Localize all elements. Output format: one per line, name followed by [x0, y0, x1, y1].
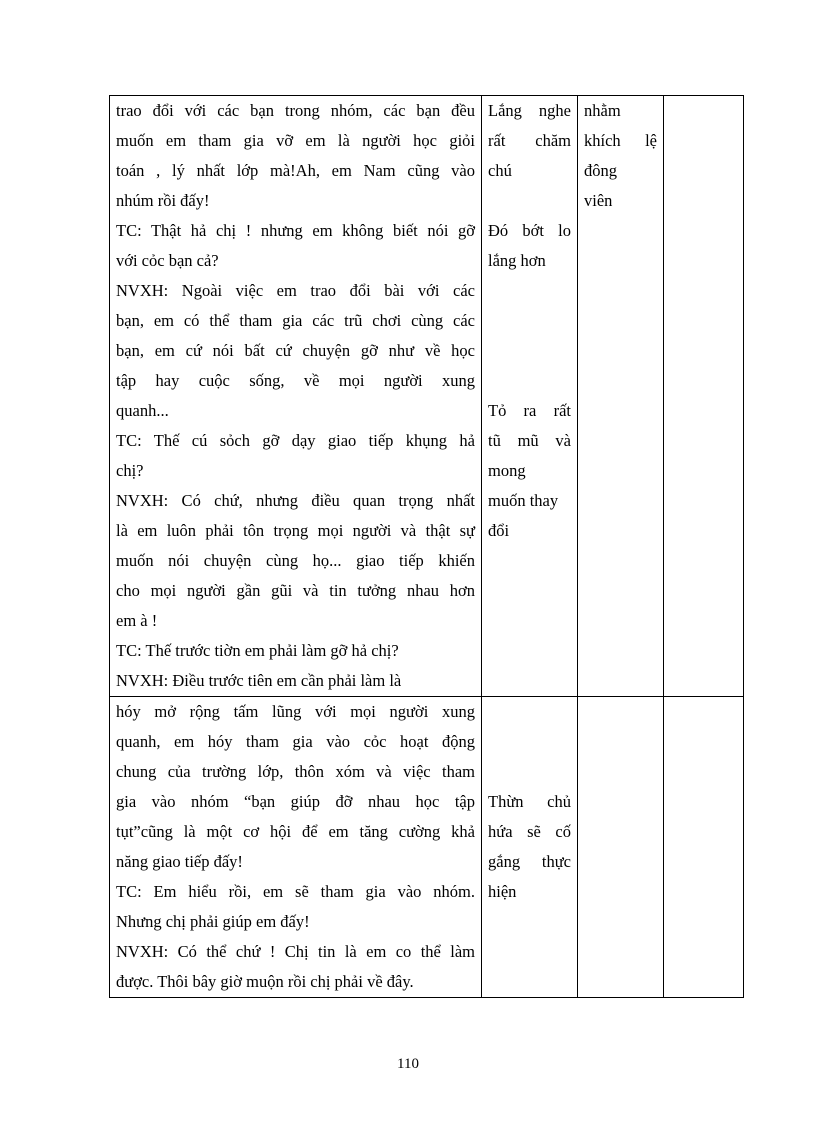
dialogue-line: chị?	[116, 461, 144, 480]
reaction-line: rất chăm	[488, 131, 571, 150]
reaction-cell	[482, 96, 578, 697]
dialogue-line: hóy mở rộng tấm lũng với mọi người xung	[116, 702, 475, 721]
dialogue-line: NVXH: Ngoài việc em trao đổi bài với các	[116, 281, 475, 300]
dialogue-line: muốn nói chuyện cùng họ... giao tiếp khiến	[116, 551, 475, 570]
purpose-line: đông	[584, 161, 617, 180]
table-row	[110, 697, 744, 998]
dialogue-line: tập hay cuộc sống, về mọi người xung	[116, 371, 475, 390]
dialogue-line: với cỏc bạn cả?	[116, 251, 219, 270]
reaction-line: hứa sẽ cố	[488, 822, 571, 841]
dialogue-line: trao đổi với các bạn trong nhóm, các bạn đều	[116, 101, 475, 120]
reaction-line: Đó bớt lo	[488, 221, 571, 240]
dialogue-line: Nhưng chị phải giúp em đấy!	[116, 912, 310, 931]
reaction-line: gắng thực	[488, 852, 571, 871]
purpose-line: nhằm	[584, 101, 621, 120]
dialogue-line: TC: Thật hả chị ! nhưng em không biết nói gỡ	[116, 221, 475, 240]
dialogue-line: TC: Thế cú sỏch gỡ dạy giao tiếp khụng hả	[116, 431, 475, 450]
dialogue-line: quanh, em hóy tham gia vào cỏc hoạt động	[116, 732, 475, 751]
dialogue-line: cho mọi người gần gũi và tin tưởng nhau hơn	[116, 581, 475, 600]
dialogue-line: bạn, em cứ nói bất cứ chuyện gỡ như về học	[116, 341, 475, 360]
page-number: 110	[397, 1056, 419, 1072]
empty-cell	[664, 96, 744, 697]
empty-cell	[664, 697, 744, 998]
purpose-line: viên	[584, 191, 613, 210]
reaction-line: Thừn chủ	[488, 792, 571, 811]
purpose-line: khích lệ	[584, 131, 657, 150]
reaction-cell	[482, 697, 578, 998]
reaction-line: Lắng nghe	[488, 101, 571, 120]
dialogue-line: năng giao tiếp đấy!	[116, 852, 243, 871]
reaction-line: Tỏ ra rất	[488, 401, 571, 420]
dialogue-line: tụt”cũng là một cơ hội để em tăng cường khả	[116, 822, 475, 841]
reaction-line: chú	[488, 161, 512, 180]
empty-cell	[578, 697, 664, 998]
dialogue-line: bạn, em có thể tham gia các trũ chơi cùng các	[116, 311, 475, 330]
purpose-cell	[578, 96, 664, 697]
table-row	[110, 96, 744, 697]
reaction-line: đổi	[488, 521, 510, 540]
reaction-line: muốn thay	[488, 491, 559, 510]
dialogue-line: được. Thôi bây giờ muộn rồi chị phải về đây.	[116, 972, 414, 991]
dialogue-line: nhúm rồi đấy!	[116, 191, 210, 210]
dialogue-line: quanh...	[116, 401, 169, 420]
dialogue-line: NVXH: Có chứ, nhưng điều quan trọng nhất	[116, 491, 475, 510]
dialogue-line: gia vào nhóm “bạn giúp đỡ nhau học tập	[116, 792, 475, 811]
dialogue-table	[109, 95, 744, 998]
reaction-line: tũ mũ và	[488, 431, 571, 450]
dialogue-line: NVXH: Điều trước tiên em cần phải làm là	[116, 671, 402, 690]
dialogue-line: TC: Em hiểu rồi, em sẽ tham gia vào nhóm.	[116, 882, 475, 901]
dialogue-line: muốn em tham gia vỡ em là người học giỏi	[116, 131, 475, 150]
dialogue-line: là em luôn phải tôn trọng mọi người và thật sự	[116, 521, 475, 540]
dialogue-cell	[110, 96, 482, 697]
dialogue-line: toán , lý nhất lớp mà!Ah, em Nam cũng vào	[116, 161, 475, 180]
dialogue-cell	[110, 697, 482, 998]
dialogue-line: NVXH: Có thể chứ ! Chị tin là em co thể làm	[116, 942, 475, 961]
dialogue-line: em à !	[116, 611, 158, 630]
dialogue-line: TC: Thế trước tiờn em phải làm gỡ hả chị?	[116, 641, 399, 660]
reaction-line: mong	[488, 461, 526, 480]
reaction-line: lắng hơn	[488, 251, 546, 270]
dialogue-line: chung của trường lớp, thôn xóm và việc tham	[116, 762, 475, 781]
reaction-line: hiện	[488, 882, 517, 901]
